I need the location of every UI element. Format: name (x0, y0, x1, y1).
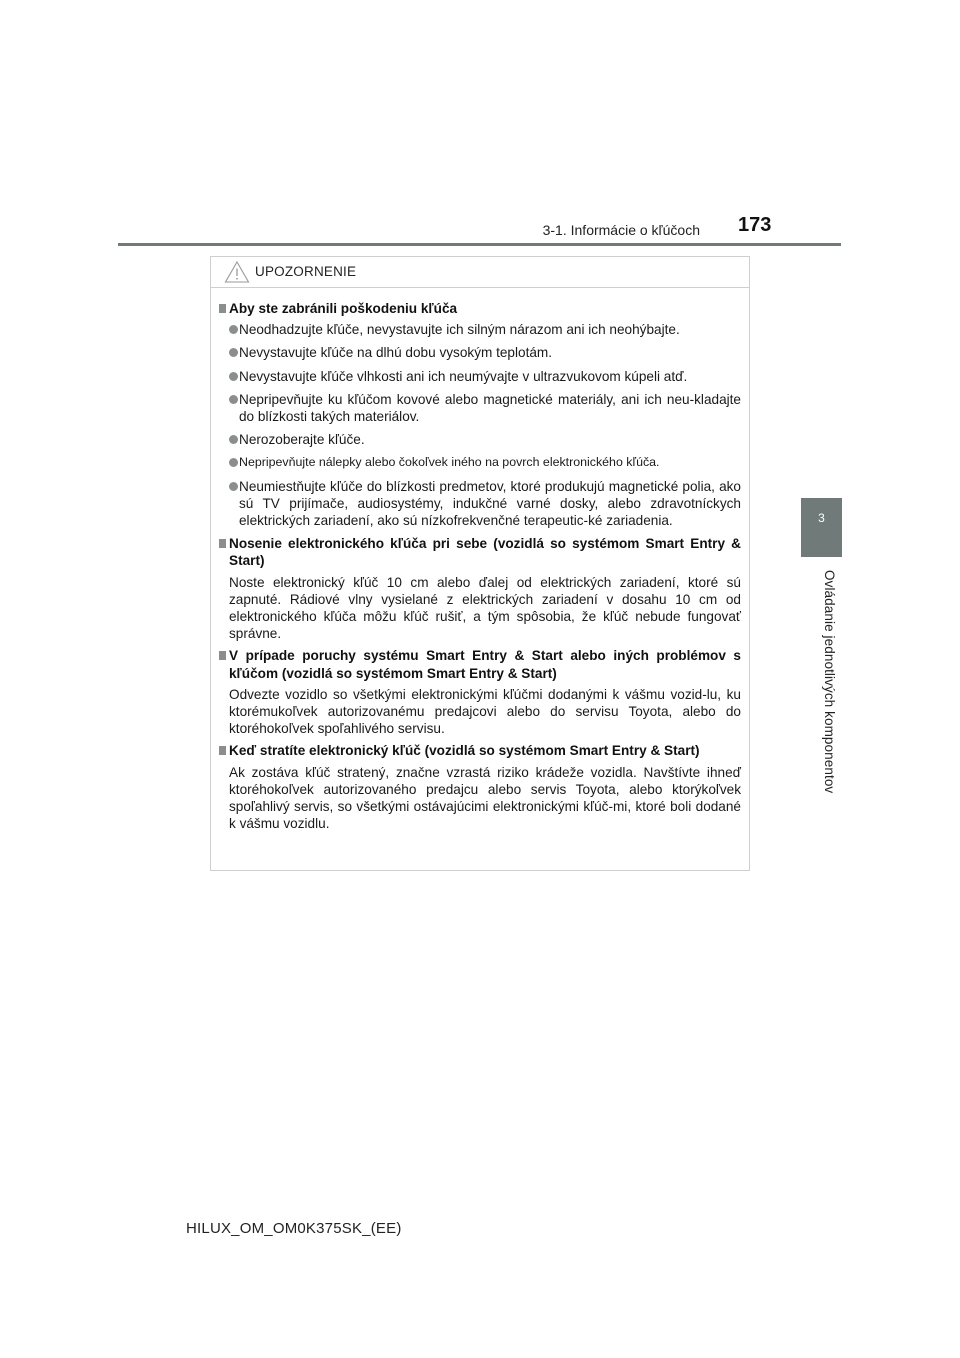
caution-section (219, 742, 741, 832)
list-item: Neumiestňujte kľúče do blízkosti predmetov, ktoré produkujú magnetické polia, ako sú TV prijímače, audiosystémy, indukčné varné dosky, alebo zdravotníckych elektrických zariadení, ako sú nízkofrekvenčné terapeutic-ké zariadenia. (219, 478, 741, 530)
section-text: Odvezte vozidlo so všetkými elektronickými kľúčmi dodanými k vášmu vozid-lu, ku ktorémukoľvek autorizovanému predajcovi alebo do servisu Toyota, alebo do ktoréhokoľvek spoľahlivého servisu. (229, 686, 741, 737)
bullet-icon (229, 348, 238, 357)
section-title: 3-1. Informácie o kľúčoch (542, 222, 700, 238)
bullet-icon (229, 325, 238, 334)
bullet-list (219, 321, 741, 529)
chapter-tab: 3 (801, 498, 842, 557)
list-item: Nevystavujte kľúče vlhkosti ani ich neumývajte v ultrazvukovom kúpeli atď. (219, 368, 741, 385)
section-text: Ak zostáva kľúč stratený, značne vzrastá riziko krádeže vozidla. Navštívte ihneď ktoréhokoľvek autorizovaného predajcu alebo servis Toyota, alebo ktorýkoľvek spoľahlivý servis, so všetkými ostávajúcimi elektronickými kľúč-mi, ktoré boli dodané k vášmu vozidlu. (229, 764, 741, 832)
caution-box (210, 256, 750, 871)
section-marker-icon (219, 746, 226, 755)
caution-section (219, 647, 741, 737)
chapter-label: Ovládanie jednotlivých komponentov (822, 570, 837, 794)
bullet-icon (229, 372, 238, 381)
list-item: Neodhadzujte kľúče, nevystavujte ich silným nárazom ani ich neohýbajte. (219, 321, 741, 338)
list-item: Nevystavujte kľúče na dlhú dobu vysokým teplotám. (219, 344, 741, 361)
document-code: HILUX_OM_OM0K375SK_(EE) (186, 1220, 402, 1237)
section-marker-icon (219, 304, 226, 313)
section-text: Noste elektronický kľúč 10 cm alebo ďalej od elektrických zariadení, ktoré sú zapnuté. Rádiové vlny vysielané z elektrických zariadení v dosahu 10 cm od elektronického kľúča môžu kľúč rušiť, a tým spôsobia, že kľúč nebude fungovať správne. (229, 574, 741, 642)
section-heading: Keď stratíte elektronický kľúč (vozidlá so systémom Smart Entry & Start) (229, 743, 700, 759)
bullet-icon (229, 395, 238, 404)
page-number: 173 (738, 214, 772, 236)
section-heading: Aby ste zabránili poškodeniu kľúča (229, 301, 458, 316)
section-heading: V prípade poruchy systému Smart Entry & Start alebo iných problémov s kľúčom (vozidlá so systémom Smart Entry & Start) (229, 648, 741, 681)
caution-title: UPOZORNENIE (255, 264, 357, 279)
bullet-icon (229, 482, 238, 491)
list-item: Nepripevňujte ku kľúčom kovové alebo magnetické materiály, ani ich neu-kladajte do blízkosti takých materiálov. (219, 391, 741, 425)
section-heading: Nosenie elektronického kľúča pri sebe (vozidlá so systémom Smart Entry & Start) (229, 536, 741, 569)
caution-section (219, 535, 741, 642)
bullet-icon (229, 435, 238, 444)
bullet-icon (229, 458, 238, 467)
caution-header (211, 257, 749, 288)
list-item: Nepripevňujte nálepky alebo čokoľvek iného na povrch elektronického kľúča. (219, 454, 741, 471)
header-rule (118, 243, 841, 246)
warning-triangle-icon (224, 260, 250, 284)
section-marker-icon (219, 539, 226, 548)
caution-body (211, 288, 749, 832)
caution-section (219, 300, 741, 529)
section-marker-icon (219, 651, 226, 660)
list-item: Nerozoberajte kľúče. (219, 431, 741, 448)
